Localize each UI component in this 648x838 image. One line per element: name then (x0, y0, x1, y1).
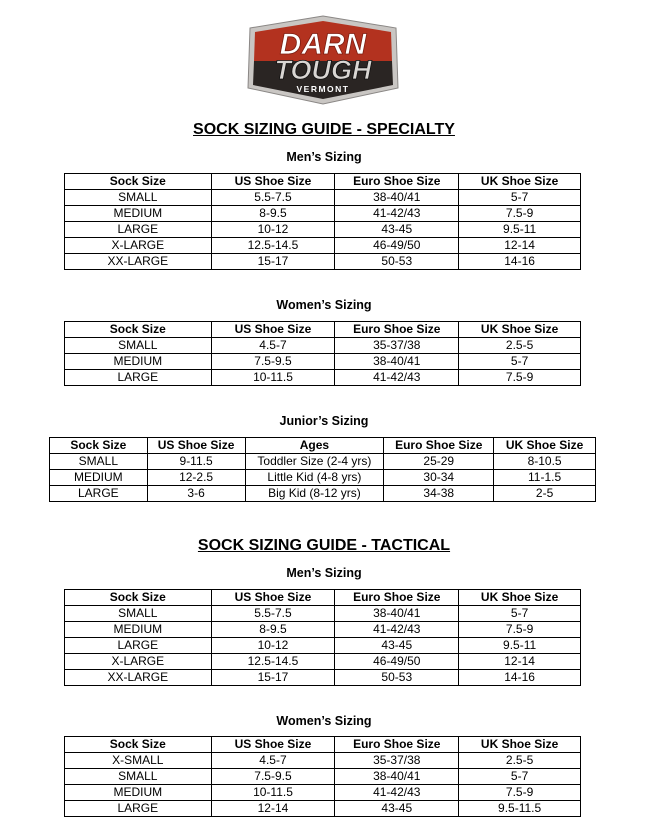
table-cell: 10-12 (211, 222, 335, 238)
table-cell: 41-42/43 (335, 206, 459, 222)
brand-line2: TOUGH (274, 55, 372, 85)
table-row (65, 354, 581, 370)
column-header: UK Shoe Size (494, 438, 596, 454)
specialty-mens-table (64, 173, 581, 270)
table-row (65, 338, 581, 354)
table-cell: 12.5-14.5 (211, 654, 335, 670)
table-cell: 14-16 (459, 254, 581, 270)
table-cell: 41-42/43 (335, 622, 459, 638)
table-cell: 9.5-11 (459, 222, 581, 238)
table-cell: 9.5-11 (459, 638, 581, 654)
table-row (65, 206, 581, 222)
column-header: Sock Size (65, 737, 212, 753)
table-cell: SMALL (65, 338, 212, 354)
table-cell: 25-29 (384, 454, 494, 470)
table-cell: 10-11.5 (211, 785, 335, 801)
specialty-mens-heading: Men’s Sizing (286, 150, 362, 164)
table-row (65, 638, 581, 654)
table-header-row (65, 737, 581, 753)
table-cell: 7.5-9.5 (211, 769, 335, 785)
table-cell: 15-17 (211, 254, 335, 270)
table-header-row (50, 438, 596, 454)
table-row (65, 622, 581, 638)
table-cell: 7.5-9 (459, 785, 581, 801)
specialty-title: SOCK SIZING GUIDE - SPECIALTY (193, 121, 455, 138)
table-cell: 12-14 (211, 801, 335, 817)
table-cell: 14-16 (459, 670, 581, 686)
table-cell: 8-10.5 (494, 454, 596, 470)
table-row (65, 670, 581, 686)
darn-tough-logo (242, 14, 404, 106)
table-cell: LARGE (65, 222, 212, 238)
column-header: Euro Shoe Size (335, 590, 459, 606)
table-header-row (65, 322, 581, 338)
table-cell: 4.5-7 (211, 338, 335, 354)
tactical-mens-heading: Men’s Sizing (286, 566, 362, 580)
specialty-womens-heading: Women’s Sizing (276, 298, 372, 312)
specialty-juniors-heading: Junior’s Sizing (279, 414, 369, 428)
table-cell: 2.5-5 (459, 338, 581, 354)
table-header-row (65, 590, 581, 606)
table-cell: 46-49/50 (335, 238, 459, 254)
table-row (65, 654, 581, 670)
table-row (65, 606, 581, 622)
table-cell: 41-42/43 (335, 370, 459, 386)
table-cell: 10-12 (211, 638, 335, 654)
tactical-title: SOCK SIZING GUIDE - TACTICAL (197, 537, 451, 554)
table-cell: 38-40/41 (335, 190, 459, 206)
column-header: Sock Size (65, 590, 212, 606)
table-cell: 3-6 (147, 486, 245, 502)
table-cell: 10-11.5 (211, 370, 335, 386)
table-cell: MEDIUM (65, 622, 212, 638)
column-header: US Shoe Size (211, 590, 335, 606)
table-row (50, 454, 596, 470)
table-cell: 12-2.5 (147, 470, 245, 486)
table-cell: LARGE (65, 638, 212, 654)
column-header: Sock Size (65, 322, 212, 338)
table-cell: 7.5-9.5 (211, 354, 335, 370)
table-cell: 5-7 (459, 354, 581, 370)
table-cell: SMALL (65, 606, 212, 622)
specialty-juniors-table (49, 437, 596, 502)
table-cell: 7.5-9 (459, 370, 581, 386)
table-row (65, 769, 581, 785)
tactical-womens-heading: Women’s Sizing (276, 714, 372, 728)
table-row (65, 222, 581, 238)
table-cell: Big Kid (8-12 yrs) (245, 486, 384, 502)
table-cell: 7.5-9 (459, 206, 581, 222)
table-cell: Toddler Size (2-4 yrs) (245, 454, 384, 470)
table-cell: 38-40/41 (335, 606, 459, 622)
table-cell: XX-LARGE (65, 254, 212, 270)
tactical-womens-table (64, 736, 581, 817)
brand-line3: VERMONT (296, 84, 350, 94)
column-header: Sock Size (50, 438, 148, 454)
column-header: UK Shoe Size (459, 590, 581, 606)
table-cell: SMALL (65, 769, 212, 785)
table-cell: 4.5-7 (211, 753, 335, 769)
table-cell: 15-17 (211, 670, 335, 686)
table-cell: 34-38 (384, 486, 494, 502)
column-header: UK Shoe Size (459, 322, 581, 338)
table-header-row (65, 174, 581, 190)
table-cell: MEDIUM (65, 785, 212, 801)
table-row (50, 486, 596, 502)
table-cell: 35-37/38 (335, 338, 459, 354)
table-cell: MEDIUM (65, 206, 212, 222)
table-cell: 43-45 (335, 801, 459, 817)
column-header: US Shoe Size (211, 322, 335, 338)
column-header: UK Shoe Size (459, 737, 581, 753)
table-cell: X-SMALL (65, 753, 212, 769)
table-cell: 43-45 (335, 638, 459, 654)
table-cell: 9-11.5 (147, 454, 245, 470)
table-cell: 41-42/43 (335, 785, 459, 801)
table-row (65, 238, 581, 254)
table-cell: 43-45 (335, 222, 459, 238)
table-row (65, 785, 581, 801)
table-row (65, 753, 581, 769)
table-cell: LARGE (65, 370, 212, 386)
table-cell: 30-34 (384, 470, 494, 486)
table-cell: 5-7 (459, 190, 581, 206)
table-cell: 50-53 (335, 254, 459, 270)
tactical-mens-table (64, 589, 581, 686)
table-cell: MEDIUM (50, 470, 148, 486)
table-cell: SMALL (50, 454, 148, 470)
table-row (65, 801, 581, 817)
table-cell: MEDIUM (65, 354, 212, 370)
table-cell: 5-7 (459, 606, 581, 622)
table-cell: Little Kid (4-8 yrs) (245, 470, 384, 486)
table-cell: 38-40/41 (335, 769, 459, 785)
column-header: Sock Size (65, 174, 212, 190)
table-cell: LARGE (65, 801, 212, 817)
brand-line1: DARN (279, 28, 367, 61)
table-cell: 5-7 (459, 769, 581, 785)
table-row (65, 190, 581, 206)
table-cell: 46-49/50 (335, 654, 459, 670)
table-cell: 12-14 (459, 654, 581, 670)
column-header: US Shoe Size (211, 174, 335, 190)
table-cell: X-LARGE (65, 654, 212, 670)
table-cell: 7.5-9 (459, 622, 581, 638)
column-header: US Shoe Size (211, 737, 335, 753)
table-cell: 38-40/41 (335, 354, 459, 370)
table-cell: SMALL (65, 190, 212, 206)
column-header: UK Shoe Size (459, 174, 581, 190)
column-header: Euro Shoe Size (384, 438, 494, 454)
table-row (65, 370, 581, 386)
table-cell: 12.5-14.5 (211, 238, 335, 254)
column-header: Euro Shoe Size (335, 174, 459, 190)
column-header: Ages (245, 438, 384, 454)
table-cell: 35-37/38 (335, 753, 459, 769)
table-cell: XX-LARGE (65, 670, 212, 686)
table-row (65, 254, 581, 270)
table-cell: 5.5-7.5 (211, 606, 335, 622)
table-cell: 12-14 (459, 238, 581, 254)
column-header: Euro Shoe Size (335, 322, 459, 338)
table-cell: 11-1.5 (494, 470, 596, 486)
table-cell: 5.5-7.5 (211, 190, 335, 206)
table-cell: 2-5 (494, 486, 596, 502)
table-cell: X-LARGE (65, 238, 212, 254)
table-cell: LARGE (50, 486, 148, 502)
table-cell: 8-9.5 (211, 622, 335, 638)
column-header: Euro Shoe Size (335, 737, 459, 753)
specialty-womens-table (64, 321, 581, 386)
table-cell: 9.5-11.5 (459, 801, 581, 817)
table-row (50, 470, 596, 486)
column-header: US Shoe Size (147, 438, 245, 454)
table-cell: 8-9.5 (211, 206, 335, 222)
table-cell: 2.5-5 (459, 753, 581, 769)
table-cell: 50-53 (335, 670, 459, 686)
